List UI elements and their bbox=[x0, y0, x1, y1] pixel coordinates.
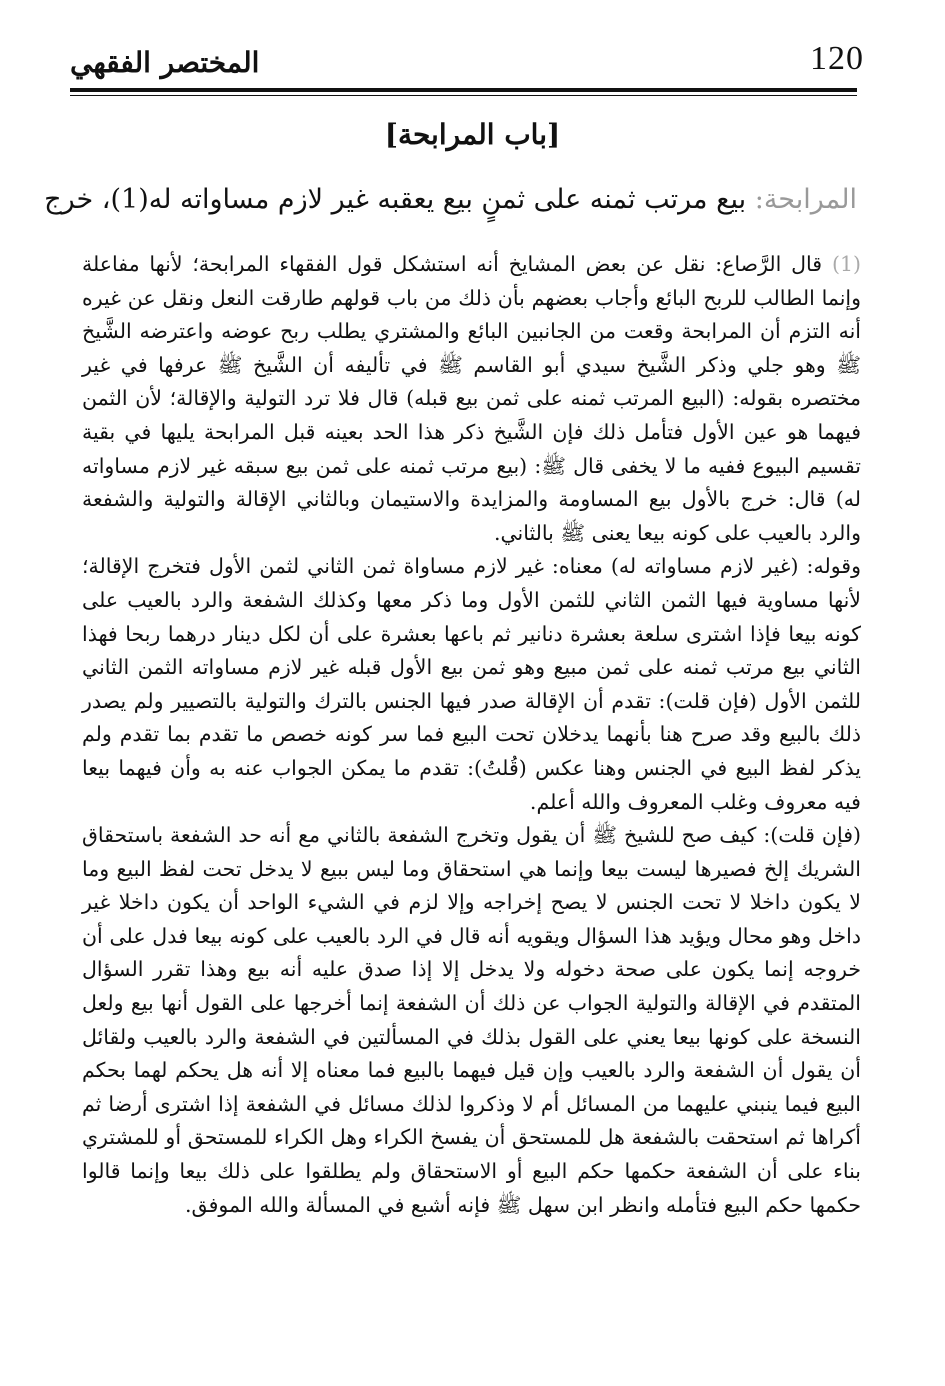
definition-line bbox=[44, 178, 857, 222]
page-header bbox=[70, 40, 864, 92]
commentary-paragraph bbox=[82, 248, 861, 550]
chapter-title: [باب المرابحة] bbox=[384, 118, 561, 151]
commentary-text: قال الرَّصاع: نقل عن بعض المشايخ أنه استشكل قول الفقهاء المرابحة؛ لأنها مفاعلة وإنما الطالب للربح البائع وأجاب بعضهم بأن ذلك من باب قولهم طارقت النعل ونقل عن غيره أنه التزم أن المرابحة وقعت من الجانبين البائع والمشتري يطلب ربح عوضه واعترضه الشَّيخ ﷺ وهو جلي وذكر الشَّيخ سيدي أبو القاسم ﷺ في تأليفه أن الشَّيخ ﷺ عرفها في غير مختصره بقوله: (البيع المرتب ثمنه على ثمن بيع قبله) قال فلا ترد التولية والإقالة؛ لأن الثمن فيهما هو عين الأول فتأمل ذلك فإن الشَّيخ ذكر هذا الحد بعينه قبل المرابحة يليها في بقية تقسيم البيوع ففيه ما لا يخفى قال ﷺ: (بيع مرتب ثمنه على ثمن بيع سبقه غير لازم مساواته له) قال: خرج بالأول بيع المساومة والمزايدة والاستيمان وبالثاني الإقالة والتولية والشفعة والرد بالعيب على كونه بيعا يعنى ﷺ بالثاني. bbox=[82, 252, 861, 545]
commentary-paragraph bbox=[82, 550, 861, 819]
commentary-text: (فإن قلت): كيف صح للشيخ ﷺ أن يقول وتخرج الشفعة بالثاني مع أنه حد الشفعة باستحقاق الشريك إلخ فصيرها ليست بيعا وإنما هي استحقاق وما ليس ببيع لا يدخل تحت لفظ البيع وما لا يكون داخلا لا تحت الجنس لا يصح إخراجه وإلا لزم في الشيء الواحد أن يكون داخلا غير داخل وهو محال ويؤيد هذا السؤال ويقويه أنه قال في الرد بالعيب على كونه بيعا فدل على أن خروجه إنما يكون على صحة دخوله ولا يدخل إلا إذا صدق عليه أنه بيع وهذا تقرر السؤال المتقدم في الإقالة والتولية الجواب عن ذلك أن الشفعة إنما أخرجها على القول أنها بيع ولعل النسخة على كونها بيعا يعني على القول بذلك في المسألتين في الشفعة والرد بالعيب ولقائل أن يقول أن الشفعة والرد بالعيب وإن قيل فيهما بالبيع فما معناه إلا أنه هل يحكم لهما بحكم البيع فيما ينبني عليهما من المسائل أم لا وذكروا لذلك مسائل في الشفعة إذا اشترى أرضا ثم أكراها ثم استحقت بالشفعة هل للمستحق أن يفسخ الكراء وهل الكراء للمستحق أو للمشتري بناء على أن الشفعة حكمها حكم البيع أو الاستحقاق ولم يطلقوا على ذلك بيعا وإنما قالوا حكمها حكم البيع فتأمله وانظر ابن سهل ﷺ فإنه أشبع في المسألة والله الموفق. bbox=[82, 823, 861, 1217]
definition-text: بيع مرتب ثمنه على ثمنٍ بيع يعقبه غير لازم مساواته له(1)، خرج bbox=[44, 184, 755, 215]
commentary-block bbox=[82, 248, 861, 1222]
commentary-text: وقوله: (غير لازم مساواته له) معناه: غير لازم مساواة ثمن الثاني لثمن الأول فتخرج الإقالة؛ لأنها مساوية فيها الثمن الثاني للثمن الأول وما ذكر معها وكذلك الشفعة والرد بالعيب على كونه بيعا فإذا اشترى سلعة بعشرة دنانير ثم باعها بعشرة على أن لكل دينار درهما ربحا فهذا الثاني بيع مرتب ثمنه على ثمن مبيع وهو ثمن بيع الأول قبله غير لازم مساواته الثمن الثاني للثمن الأول (فإن قلت): تقدم أن الإقالة صدر فيها الجنس بالترك والتولية بالتصيير ولم يصدر ذلك بالبيع وقد صرح هنا بأنهما يدخلان تحت البيع فما سر كونه خصص ما تقدم بما تقدم ولم يذكر لفظ البيع في الجنس وهنا عكس (قُلتُ): تقدم ما يمكن الجواب عنه به وأن فيهما بيعا فيه معروف وغلب المعروف والله أعلم. bbox=[82, 554, 861, 814]
book-title: المختصر الفقهي bbox=[70, 46, 260, 79]
definition-term: المرابحة: bbox=[754, 184, 857, 215]
page-number: 120 bbox=[810, 40, 864, 77]
header-divider bbox=[70, 88, 857, 96]
commentary-paragraph bbox=[82, 819, 861, 1222]
footnote-marker: (1) bbox=[831, 252, 861, 276]
